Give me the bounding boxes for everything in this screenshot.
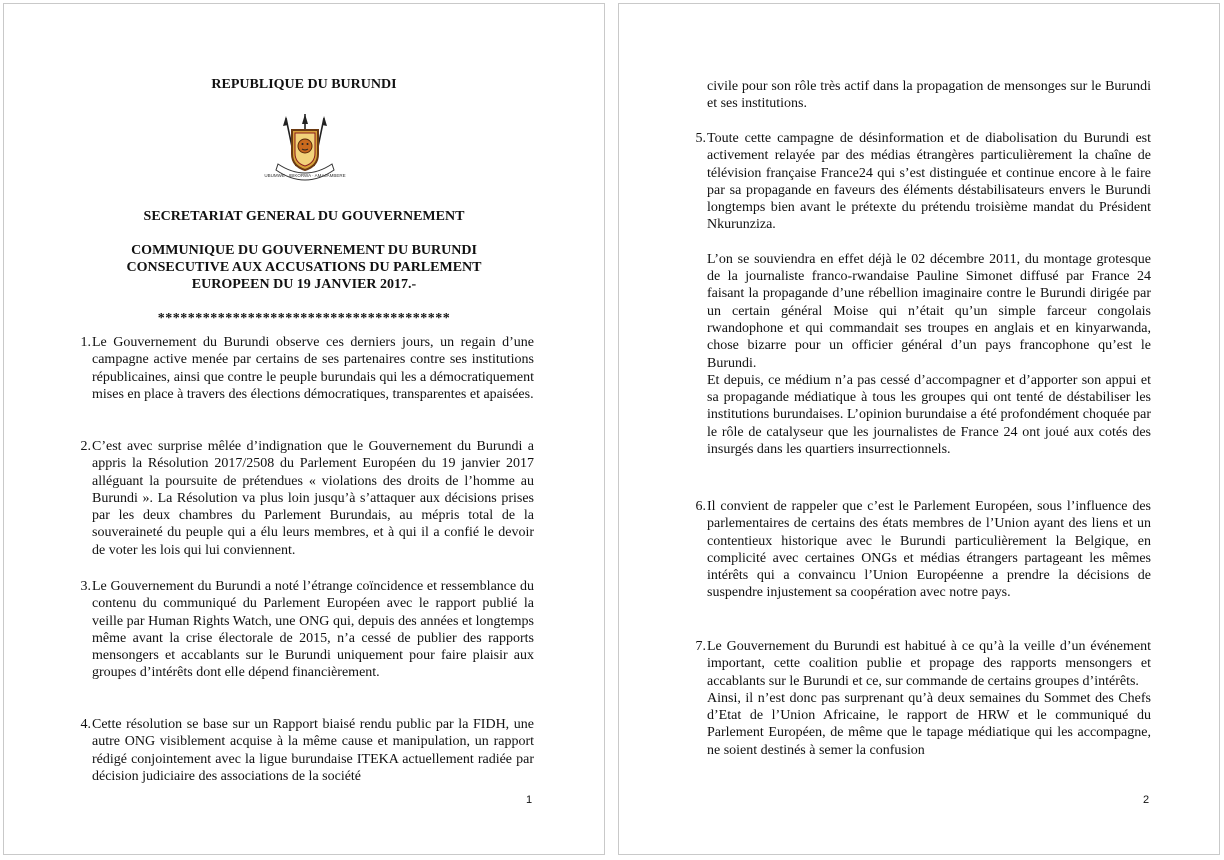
item-text: Le Gouvernement du Burundi a noté l’étrange coïncidence et ressemblance du contenu du communiqué du Parlement Européen avec le rapport publié la veille par Human Rights Watch, une ONG qui, depuis des années et longtemps même avant la crise électorale de 2015, n’a cessé de publier des rapports mensongers et accablants sur le Burundi uniquement pour faire plaisir aux groupes d’intérêts dont elle dépend financièrement.	[92, 579, 534, 681]
item-text: Il convient de rappeler que c’est le Parlement Européen, sous l’influence des parlementaires de certains des états membres de l’Union ayant des liens et un contentieux historique avec le Burundi particulièrement la Belgique, en complicité avec certaines ONGs et médias étrangers partageant les mêmes intérêts qui a convaincu l’Union Européenne a prendre la décisions de suspendre injustement sa coopération avec notre pays.	[707, 499, 1151, 601]
item-number: 2.	[80, 439, 91, 454]
item-paragraph: L’on se souviendra en effet déjà le 02 décembre 2011, du montage grotesque de la journaliste franco-rwandaise Pauline Simonet diffusé par France 24 faisant la propagande d’une rébellion imaginaire contre le Burundi dirigée par un certain général Moise qui n’était qu’un simple farceur congolais rwandophone et qui commandait ses troupes en anglais et en kinyarwanda, chose bizarre pour un officier général d’un pays francophone qu’est le Burundi.	[707, 251, 1151, 371]
communique-title-line: EUROPEEN DU 19 JANVIER 2017.-	[191, 277, 417, 292]
item-text: C’est avec surprise mêlée d’indignation que le Gouvernement du Burundi a appris la Résolution 2017/2508 du Parlement Européen du 19 janvier 2017 alléguant la poursuite de prétendues « violations des droits de l’homme au Burundi ». La Résolution va plus loin jusqu’à s’attaquer aux décisions prises par les deux chambres du Parlement Burundais, au mépris total de la souveraineté du peuple qui a élu leurs membres, et à qui il a confié le devoir de voter les lois qui lui conviennent.	[92, 439, 534, 558]
continuation-text: civile pour son rôle très actif dans la propagation de mensonges sur le Burundi et ses institutions.	[707, 79, 1151, 112]
continuation-paragraph	[707, 78, 1151, 113]
communique-title	[4, 242, 604, 293]
page-number: 1	[526, 794, 533, 806]
item-number: 4.	[80, 717, 91, 732]
item-text: Toute cette campagne de désinformation et de diabolisation du Burundi est activement relayée par des médias étrangères particulièrement la chaîne de télévision française France24 qui s’est distinguée et continue encore à le faire par sa propagande en faveurs des éléments déstabilisateurs envers le Burundi longtemps bien avant le prétexte du prétendu troisième mandat du Président Nkurunziza.	[707, 131, 1151, 233]
item-number: 3.	[80, 579, 91, 594]
republic-heading: REPUBLIQUE DU BURUNDI	[211, 77, 397, 92]
list-item	[80, 438, 534, 559]
item-number: 1.	[80, 335, 91, 350]
emblem-motto: UBUMWE · IBIKORWA · AMAJAMBERE	[264, 173, 346, 178]
item-number: 6.	[695, 499, 706, 514]
item-number: 7.	[695, 639, 706, 654]
communique-title-line: CONSECUTIVE AUX ACCUSATIONS DU PARLEMENT	[126, 260, 482, 275]
list-item	[80, 578, 534, 682]
page-number: 2	[1143, 794, 1150, 806]
item-text: Cette résolution se base sur un Rapport biaisé rendu public par la FIDH, une autre ONG visiblement acquise à la même cause et manipulation, un rapport rédigé conjointement avec la ligue burundaise ITEKA actuellement radiée par décision judiciaire des associations de la société	[92, 717, 534, 784]
list-item	[80, 716, 534, 785]
list-item	[695, 638, 1151, 759]
item-number: 5.	[695, 131, 706, 146]
list-item	[80, 334, 534, 403]
list-item	[695, 498, 1151, 602]
document-page-2	[618, 3, 1220, 855]
item-paragraph: Et depuis, ce médium n’a pas cessé d’accompagner et d’apporter son appui et sa propagande médiatique à tous les groupes qui ont tenté de déstabiliser les institutions burundaises. L’opinion burundaise a été profondément choquée par le rôle de catalyseur que les journalistes de France 24 ont joué aux cotés des insurgés dans les quartiers insurrectionnels.	[707, 372, 1151, 458]
item-paragraph: Ainsi, il n’est donc pas surprenant qu’à deux semaines du Sommet des Chefs d’Etat de l’Union Africaine, le rapport de HRW et le communiqué du Parlement Européen, de même que le tapage médiatique qui les accompagne, ne soient destinés à semer la confusion	[707, 690, 1151, 758]
item-text: Le Gouvernement du Burundi observe ces derniers jours, un regain d’une campagne active menée par certains de ses partenaires contre ses institutions républicaines, ainsi que contre le peuple burundais qui les a démocratiquement mises en place à travers des élections démocratiques, transparentes et apaisées.	[92, 335, 534, 402]
document-page-1	[3, 3, 605, 855]
secretariat-heading: SECRETARIAT GENERAL DU GOUVERNEMENT	[143, 209, 465, 224]
burundi-coat-of-arms-icon	[264, 114, 346, 188]
communique-title-line: COMMUNIQUE DU GOUVERNEMENT DU BURUNDI	[131, 243, 477, 258]
list-item	[695, 130, 1151, 458]
separator-stars: ***************************************	[157, 311, 451, 326]
item-text: Le Gouvernement du Burundi est habitué à ce qu’à la veille d’un événement important, cette coalition publie et propage des rapports mensongers et accablants sur le Burundi et ce, sur commande de certains groupes d’intérêts.	[707, 639, 1151, 689]
